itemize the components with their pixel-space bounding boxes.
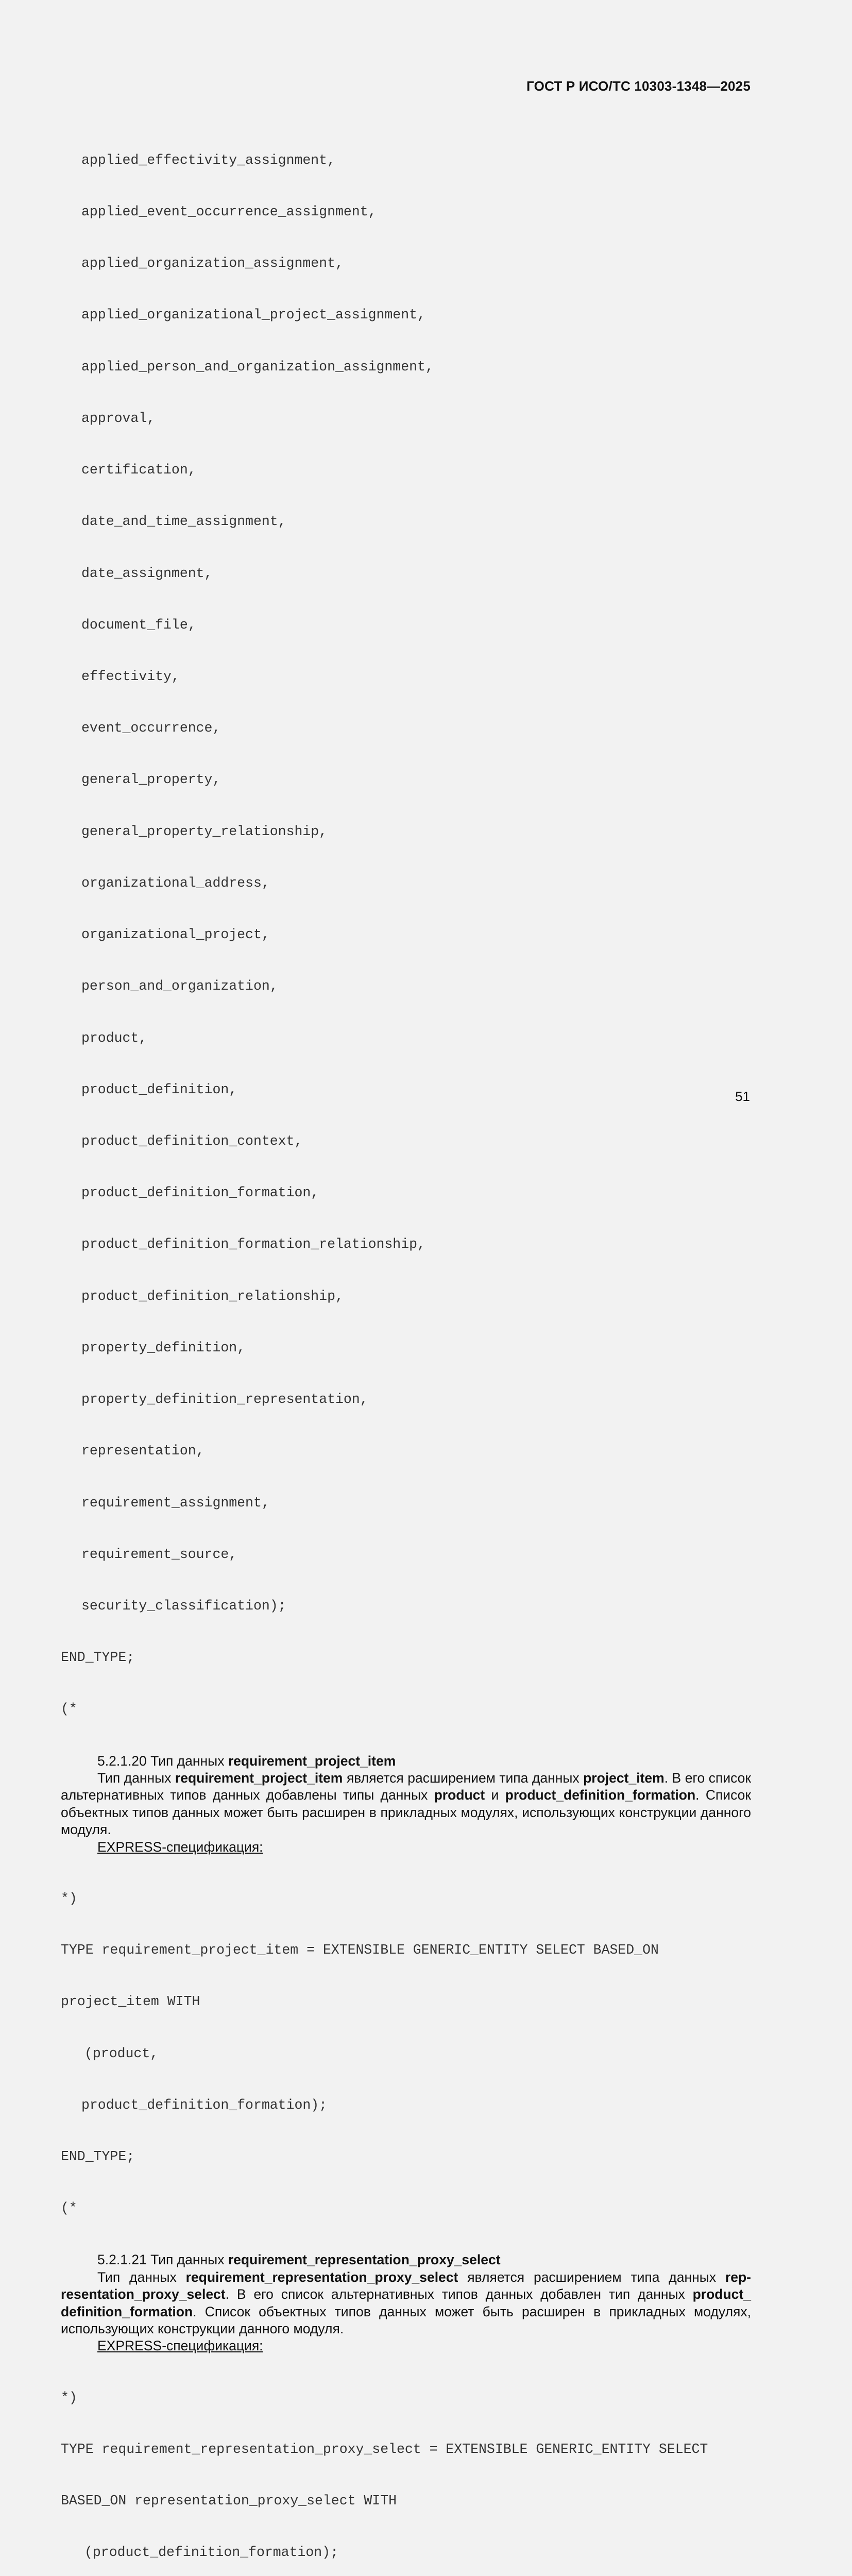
code-line: applied_person_and_organization_assignment, (81, 359, 434, 375)
code-line: certification, (81, 462, 196, 478)
code-select-list (61, 117, 751, 1753)
express-spec-label: EXPRESS-спецификация: (97, 1839, 263, 1855)
code-line: product_definition_relationship, (81, 1288, 344, 1304)
code-line: product_definition, (81, 1081, 237, 1097)
code-line: TYPE requirement_representation_proxy_select = EXTENSIBLE GENERIC_ENTITY SELECT (61, 2441, 708, 2457)
section-heading-5-2-1-20: 5.2.1.20 Тип данных requirement_project_item (97, 1753, 396, 1769)
code-line: property_definition_representation, (81, 1392, 368, 1408)
code-line: security_classification); (81, 1598, 286, 1614)
code-line: (* (61, 1701, 77, 1717)
code-line: event_occurrence, (81, 720, 221, 736)
code-line: applied_organization_assignment, (81, 256, 344, 272)
page-number: 51 (735, 1089, 750, 1104)
code-line: approval, (81, 410, 156, 426)
section-paragraph: Тип данных requirement_project_item является расширением типа данных project_item. В его список альтернативных типов данных добавлены типы данных product и product_definition_formation. Список объектных типов данных может быть расширен в прикладных модулях, использующих конструкции данного модуля. (61, 1770, 752, 1838)
code-line: END_TYPE; (61, 1650, 135, 1666)
document-header: ГОСТ Р ИСО/ТС 10303-1348—2025 (526, 78, 751, 94)
section-heading-5-2-1-21: 5.2.1.21 Тип данных requirement_representation_proxy_select (97, 2252, 501, 2268)
code-line: project_item WITH (61, 1994, 200, 2010)
code-line: requirement_assignment, (81, 1495, 270, 1511)
code-line: product, (81, 1030, 147, 1046)
code-line: product_definition_formation_relationship, (81, 1236, 425, 1252)
code-line: product_definition_formation, (81, 1185, 319, 1201)
code-line: document_file, (81, 617, 196, 633)
code-line: product_definition_formation); (81, 2097, 328, 2113)
code-line: applied_organizational_project_assignment, (81, 307, 425, 323)
code-line: organizational_address, (81, 875, 270, 891)
code-line: person_and_organization, (81, 978, 278, 994)
code-line: effectivity, (81, 669, 180, 684)
code-line: product_definition_context, (81, 1133, 303, 1149)
code-line: property_definition, (81, 1340, 246, 1355)
code-line: organizational_project, (81, 927, 270, 943)
page-content (61, 117, 751, 2576)
code-line: representation, (81, 1443, 205, 1459)
express-spec-label: EXPRESS-спецификация: (97, 2338, 263, 2354)
code-line: END_TYPE; (61, 2148, 135, 2164)
code-line: TYPE requirement_project_item = EXTENSIBLE GENERIC_ENTITY SELECT BASED_ON (61, 1942, 659, 1958)
code-line: requirement_source, (81, 1546, 237, 1562)
code-line: (product, (84, 2045, 159, 2061)
code-line: *) (61, 2389, 77, 2405)
code-line: applied_event_occurrence_assignment, (81, 204, 377, 220)
code-line: date_and_time_assignment, (81, 514, 286, 530)
code-line: (* (61, 2200, 77, 2216)
code-line: applied_effectivity_assignment, (81, 152, 335, 168)
code-block-requirement-representation-proxy-select (61, 2355, 751, 2576)
code-line: *) (61, 1890, 77, 1906)
code-line: date_assignment, (81, 565, 213, 581)
code-line: general_property, (81, 772, 221, 788)
code-line: general_property_relationship, (81, 823, 328, 839)
code-line: (product_definition_formation); (84, 2545, 338, 2561)
code-block-requirement-project-item (61, 1856, 751, 2251)
section-paragraph: Тип данных requirement_representation_proxy_select является расширением типа данных rep-resentation_proxy_select. В его список альтернативных типов данных добавлен тип данных product_ definition_formation. Список объектных типов данных может быть расширен в прикладных модулях, использующих конструкции данного модуля. (61, 2269, 751, 2336)
code-line: BASED_ON representation_proxy_select WITH (61, 2493, 397, 2509)
